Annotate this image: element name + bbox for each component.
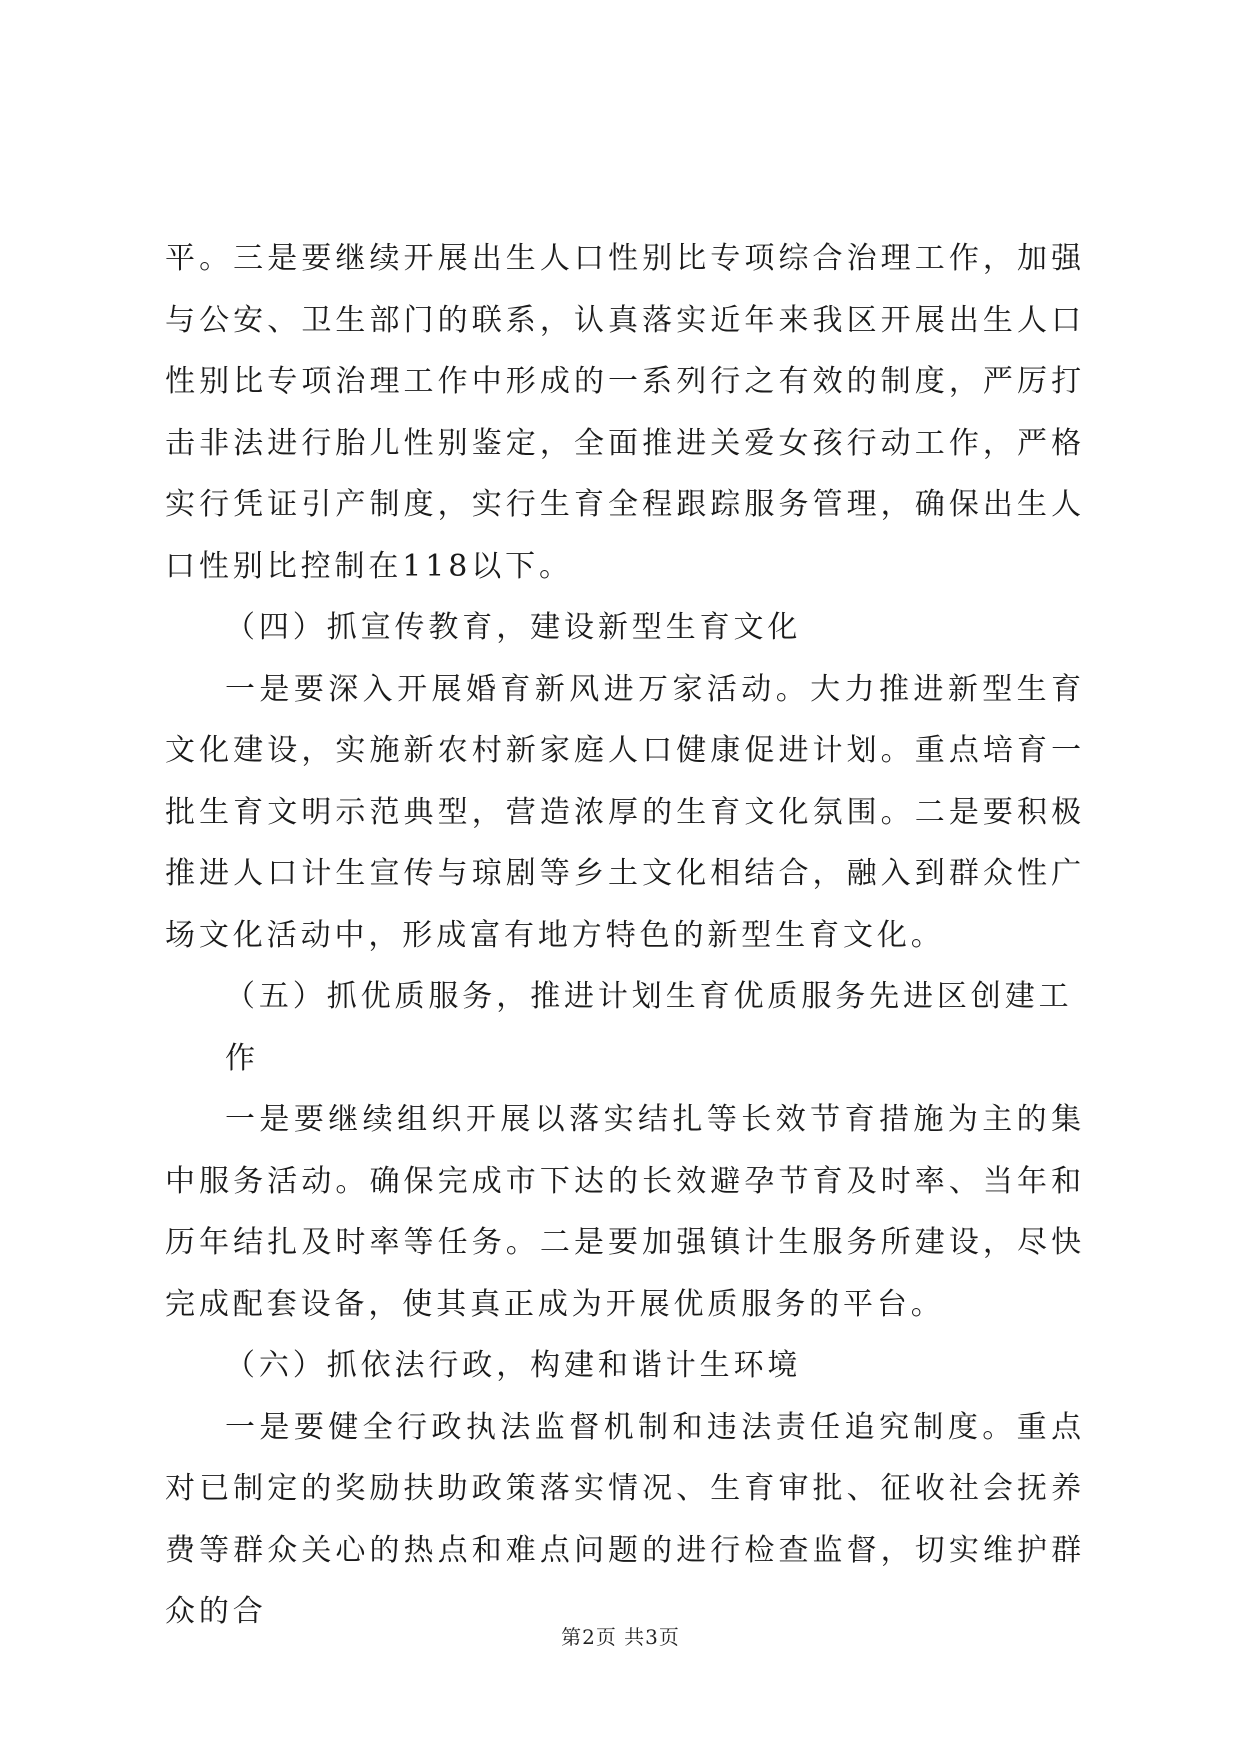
paragraph-4: 一是要健全行政执法监督机制和违法责任追究制度。重点对已制定的奖励扶助政策落实情况、生育审批、征收社会抚养费等群众关心的热点和难点问题的进行检查监督，切实维护群众的合 [165, 1409, 1085, 1629]
paragraph-1: 平。三是要继续开展出生人口性别比专项综合治理工作，加强与公安、卫生部门的联系，认真落实近年来我区开展出生人口性别比专项治理工作中形成的一系列行之有效的制度，严厉打击非法进行胎儿性别鉴定，全面推进关爱女孩行动工作，严格实行凭证引产制度，实行生育全程跟踪服务管理，确保出生人口性别比控制在118以下。 [165, 241, 1085, 584]
section-heading-5: （五）抓优质服务，推进计划生育优质服务先进区创建工作 [225, 979, 1073, 1076]
section-heading-6: （六）抓依法行政，构建和谐计生环境 [225, 1348, 802, 1383]
document-body [165, 228, 1085, 1643]
paragraph-2: 一是要深入开展婚育新风进万家活动。大力推进新型生育文化建设，实施新农村新家庭人口健康促进计划。重点培育一批生育文明示范典型，营造浓厚的生育文化氛围。二是要积极推进人口计生宣传与琼剧等乡土文化相结合，融入到群众性广场文化活动中，形成富有地方特色的新型生育文化。 [165, 671, 1085, 953]
section-heading-4: （四）抓宣传教育，建设新型生育文化 [225, 610, 802, 645]
paragraph-3: 一是要继续组织开展以落实结扎等长效节育措施为主的集中服务活动。确保完成市下达的长效避孕节育及时率、当年和历年结扎及时率等任务。二是要加强镇计生服务所建设，尽快完成配套设备，使其真正成为开展优质服务的平台。 [165, 1102, 1085, 1322]
page-number-footer: 第2页 共3页 [561, 1625, 680, 1649]
